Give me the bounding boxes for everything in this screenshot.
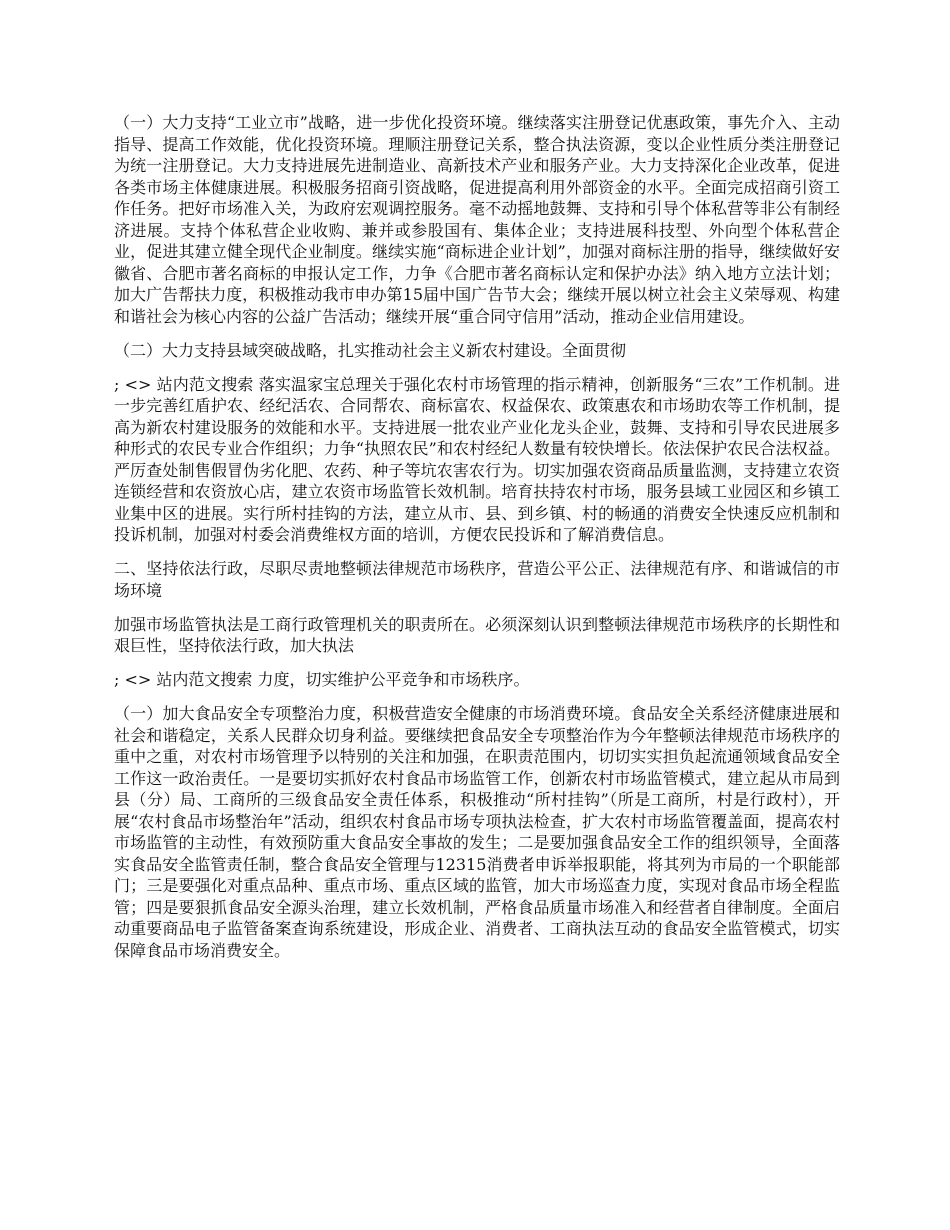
paragraph-5: 加强市场监管执法是工商行政管理机关的职责所在。必须深刻认识到整顿法律规范市场秩序的长期性和艰巨性，坚持依法行政，加大执法: [114, 614, 840, 655]
section-heading: 二、坚持依法行政，尽职尽责地整顿法律规范市场秩序，营造公平公正、法律规范有序、和谐诚信的市场环境: [114, 559, 840, 600]
document-body: [114, 112, 840, 974]
paragraph-2: （二）大力支持县域突破战略，扎实推动社会主义新农村建设。全面贯彻: [114, 340, 627, 360]
paragraph-6: ; <> 站内范文搜索 力度，切实维护公平竞争和市场秩序。: [114, 670, 530, 689]
paragraph-7: （一）加大食品安全专项整治力度，积极营造安全健康的市场消费环境。食品安全关系经济健康进展和社会和谐稳定，关系人民群众切身利益。要继续把食品安全专项整治作为今年整顿法律规范市场秩序的重中之重，对农村市场管理予以特别的关注和加强，在职责范围内，切切实实担负起流通领域食品安全工作这一政治责任。一是要切实抓好农村食品市场监管工作，创新农村市场监管模式，建立起从市局到县（分）局、工商所的三级食品安全责任体系，积极推动“所村挂钩”（所是工商所，村是行政村），开展“农村食品市场整治年”活动，组织农村食品市场专项执法检查，扩大农村市场监管覆盖面，提高农村市场监管的主动性，有效预防重大食品安全事故的发生；二是要加强食品安全工作的组织领导，全面落实食品安全监管责任制，整合食品安全管理与12315消费者申诉举报职能，将其列为市局的一个职能部门；三是要强化对重点品种、重点市场、重点区域的监管，加大市场巡查力度，实现对食品市场全程监管；四是要狠抓食品安全源头治理，建立长效机制，严格食品质量市场准入和经营者自律制度。全面启动重要商品电子监管备案查询系统建设，形成企业、消费者、工商执法互动的食品安全监管模式，切实保障食品市场消费安全。: [114, 704, 840, 960]
paragraph-3: ; <> 站内范文搜索 落实温家宝总理关于强化农村市场管理的指示精神，创新服务“三农”工作机制。进一步完善红盾护农、经纪活农、合同帮农、商标富农、权益保农、政策惠农和市场助农等工作机制，提高为新农村建设服务的效能和水平。支持进展一批农业产业化龙头企业，鼓舞、支持和引导农民进展多种形式的农民专业合作组织；力争“执照农民”和农村经纪人数量有较快增长。依法保护农民合法权益。严厉查处制售假冒伪劣化肥、农药、种子等坑农害农行为。切实加强农资商品质量监测，支持建立农资连锁经营和农资放心店，建立农资市场监管长效机制。培育扶持农村市场，服务县域工业园区和乡镇工业集中区的进展。实行所村挂钩的方法，建立从市、县、到乡镇、村的畅通的消费安全快速反应机制和投诉机制，加强对村委会消费维权方面的培训，方便农民投诉和了解消费信息。: [114, 374, 840, 544]
paragraph-1: （一）大力支持“工业立市”战略，进一步优化投资环境。继续落实注册登记优惠政策，事先介入、主动指导、提高工作效能，优化投资环境。理顺注册登记关系，整合执法资源，变以企业性质分类注册登记为统一注册登记。大力支持进展先进制造业、高新技术产业和服务产业。大力支持深化企业改革，促进各类市场主体健康进展。积极服务招商引资战略，促进提高利用外部资金的水平。全面完成招商引资工作任务。把好市场准入关，为政府宏观调控服务。毫不动摇地鼓舞、支持和引导个体私营等非公有制经济进展。支持个体私营企业收购、兼并或参股国有、集体企业；支持进展科技型、外向型个体私营企业，促进其建立健全现代企业制度。继续实施“商标进企业计划”，加强对商标注册的指导，继续做好安徽省、合肥市著名商标的申报认定工作，力争《合肥市著名商标认定和保护办法》纳入地方立法计划；加大广告帮扶力度，积极推动我市申办第15届中国广告节大会；继续开展以树立社会主义荣辱观、构建和谐社会为核心内容的公益广告活动；继续开展“重合同守信用”活动，推动企业信用建设。: [114, 113, 840, 326]
